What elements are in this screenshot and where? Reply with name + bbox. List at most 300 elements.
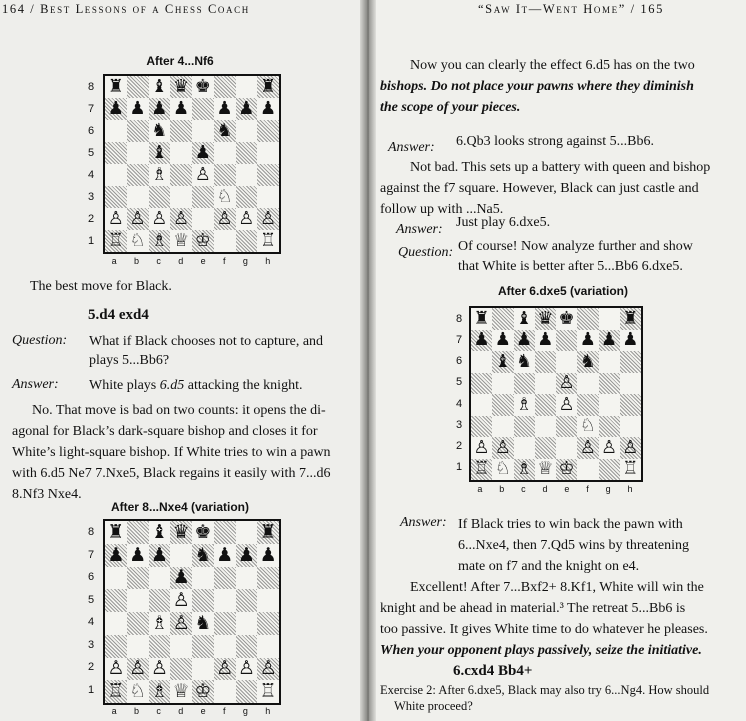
square-g6 <box>236 567 258 590</box>
square-g8 <box>236 521 258 544</box>
square-g2 <box>599 437 620 459</box>
square-d3 <box>170 186 192 208</box>
square-c1 <box>514 459 535 481</box>
piece-white-k: ♔ <box>194 230 211 251</box>
square-b4 <box>127 164 149 186</box>
file-label: b <box>134 706 140 716</box>
piece-black-k: ♚ <box>194 76 211 97</box>
file-label: d <box>178 706 184 716</box>
square-b3 <box>127 635 149 658</box>
rank-label: 5 <box>88 147 95 159</box>
piece-black-r: ♜ <box>107 76 124 97</box>
square-b3 <box>492 416 513 438</box>
rank-label: 7 <box>88 103 95 115</box>
square-g7 <box>236 544 258 567</box>
piece-white-r: ♖ <box>107 230 124 251</box>
piece-black-p: ♟ <box>173 98 190 119</box>
right-exercise-line-1: Exercise 2: After 6.dxe5, Black may also try 6...Ng4. How should <box>380 683 710 697</box>
file-label: d <box>542 484 548 494</box>
square-a3 <box>105 635 127 658</box>
piece-white-r: ♖ <box>260 230 277 251</box>
square-h4 <box>257 164 279 186</box>
piece-white-n: ♘ <box>129 680 147 703</box>
rank-label: 1 <box>88 235 95 247</box>
square-f3 <box>214 186 236 208</box>
piece-black-p: ♟ <box>601 329 618 351</box>
left-para-line-1: No. That move is bad on two counts: it opens the di- <box>32 403 326 418</box>
square-g4 <box>599 394 620 416</box>
square-c5 <box>514 373 535 395</box>
square-f4 <box>214 164 236 186</box>
square-a7 <box>105 98 127 120</box>
square-e4 <box>192 164 214 186</box>
square-g3 <box>236 186 258 208</box>
right-answer2-label: Answer: <box>396 222 443 237</box>
left-para-line-5: 8.Nf3 Nxe4. <box>12 487 82 502</box>
square-a4 <box>105 612 127 635</box>
piece-black-p: ♟ <box>494 329 511 351</box>
square-e5 <box>192 142 214 164</box>
diagram1-rank-labels <box>88 76 94 252</box>
square-b1 <box>127 680 149 703</box>
square-d7 <box>170 98 192 120</box>
square-c4 <box>514 394 535 416</box>
piece-black-p: ♟ <box>216 98 233 119</box>
piece-white-p: ♙ <box>151 208 168 229</box>
piece-white-p: ♙ <box>216 208 233 229</box>
square-f7 <box>577 330 598 352</box>
diagram3-caption: After 6.dxe5 (variation) <box>497 284 629 298</box>
square-e4 <box>192 612 214 635</box>
square-c2 <box>514 437 535 459</box>
square-h5 <box>620 373 641 395</box>
square-c2 <box>149 658 171 681</box>
square-a2 <box>471 437 492 459</box>
square-f3 <box>214 635 236 658</box>
rank-label: 6 <box>456 355 463 368</box>
right-page <box>368 0 746 721</box>
piece-white-p: ♙ <box>558 372 575 394</box>
right-answer1-label: Answer: <box>388 140 435 155</box>
file-label: a <box>477 484 483 494</box>
square-g4 <box>236 164 258 186</box>
diagram1-board <box>103 74 281 254</box>
square-h5 <box>257 142 279 164</box>
piece-black-b: ♝ <box>494 351 511 372</box>
left-answer-move: 6.d5 <box>159 378 185 393</box>
square-c6 <box>149 120 171 142</box>
right-para-2 <box>380 157 742 220</box>
rank-label: 1 <box>456 461 463 474</box>
square-f6 <box>214 120 236 142</box>
piece-black-p: ♟ <box>260 98 277 119</box>
square-d5 <box>535 373 556 395</box>
piece-white-n: ♘ <box>129 230 146 251</box>
square-e8 <box>192 76 214 98</box>
square-a6 <box>471 351 492 373</box>
piece-black-p: ♟ <box>259 543 277 566</box>
square-h3 <box>257 635 279 658</box>
square-d1 <box>170 230 192 252</box>
square-e2 <box>556 437 577 459</box>
piece-black-p: ♟ <box>237 543 255 566</box>
square-f5 <box>577 373 598 395</box>
file-label: f <box>223 256 226 266</box>
piece-black-b: ♝ <box>516 308 533 329</box>
square-a8 <box>105 521 127 544</box>
left-running-title: Best Lessons of a Chess Coach <box>40 2 250 16</box>
piece-black-n: ♞ <box>516 351 533 372</box>
square-e5 <box>556 373 577 395</box>
piece-black-r: ♜ <box>107 521 125 543</box>
right-p2-line-2: against the f7 square. However, Black can just castle and <box>380 181 699 196</box>
piece-white-p: ♙ <box>150 657 168 680</box>
square-g5 <box>236 142 258 164</box>
square-b4 <box>492 394 513 416</box>
piece-black-p: ♟ <box>216 543 234 566</box>
square-f2 <box>577 437 598 459</box>
square-h2 <box>257 208 279 230</box>
file-label: e <box>200 256 206 266</box>
file-label: e <box>564 484 570 494</box>
square-a3 <box>471 416 492 438</box>
piece-white-r: ♖ <box>107 680 125 703</box>
square-b8 <box>492 308 513 330</box>
square-e2 <box>192 208 214 230</box>
piece-black-q: ♛ <box>537 308 554 329</box>
right-p3-bold-line: When your opponent plays passively, seize the initiative. <box>380 643 702 658</box>
rank-label: 4 <box>456 397 463 410</box>
file-label: b <box>499 484 505 494</box>
square-b7 <box>127 544 149 567</box>
square-g2 <box>236 658 258 681</box>
square-c8 <box>149 76 171 98</box>
square-f5 <box>214 589 236 612</box>
rank-label: 8 <box>88 81 95 93</box>
piece-black-k: ♚ <box>194 521 212 543</box>
square-e1 <box>556 459 577 481</box>
piece-white-b: ♗ <box>150 680 168 703</box>
left-para-line-4: with 6.d5 Ne7 7.Nxe5, Black regains it easily with 7...d6 <box>12 466 331 481</box>
right-p3-line-1: Excellent! After 7...Bxf2+ 8.Kf1, White will win the <box>410 580 704 595</box>
file-label: d <box>178 256 184 266</box>
square-a2 <box>105 658 127 681</box>
square-e1 <box>192 680 214 703</box>
square-b5 <box>492 373 513 395</box>
rank-label: 4 <box>88 616 95 629</box>
file-label: h <box>627 484 633 494</box>
piece-black-b: ♝ <box>151 76 168 97</box>
square-d7 <box>170 544 192 567</box>
diagram2-caption: After 8...Nxe4 (variation) <box>110 500 250 514</box>
piece-black-p: ♟ <box>172 566 190 589</box>
left-question-text-a: What if Black chooses not to capture, and <box>89 334 324 349</box>
square-c3 <box>149 635 171 658</box>
square-f8 <box>577 308 598 330</box>
square-b1 <box>492 459 513 481</box>
square-h1 <box>620 459 641 481</box>
square-h8 <box>620 308 641 330</box>
left-para-line-3: White’s light-square bishop. If White tries to win a pawn <box>12 445 331 460</box>
piece-white-p: ♙ <box>622 437 639 458</box>
rank-label: 6 <box>88 571 95 584</box>
piece-white-p: ♙ <box>558 394 575 415</box>
square-b8 <box>127 521 149 544</box>
rank-label: 5 <box>88 593 95 606</box>
square-b4 <box>127 612 149 635</box>
square-c8 <box>514 308 535 330</box>
square-d3 <box>170 635 192 658</box>
square-h6 <box>257 120 279 142</box>
left-question-text-b: plays 5...Bb6? <box>89 353 170 368</box>
square-g2 <box>236 208 258 230</box>
square-f7 <box>214 544 236 567</box>
square-d4 <box>535 394 556 416</box>
square-e5 <box>192 589 214 612</box>
rank-label: 6 <box>88 125 95 137</box>
left-para-line-2: agonal for Black’s dark-square bishop and closes it for <box>12 424 318 439</box>
file-label: h <box>265 706 271 716</box>
piece-black-p: ♟ <box>150 543 168 566</box>
square-h8 <box>257 76 279 98</box>
square-f8 <box>214 76 236 98</box>
piece-black-p: ♟ <box>622 329 639 351</box>
square-g1 <box>236 230 258 252</box>
square-a1 <box>105 230 127 252</box>
piece-white-r: ♖ <box>259 680 277 703</box>
piece-white-p: ♙ <box>494 437 511 458</box>
piece-white-k: ♔ <box>194 680 212 703</box>
left-move-5d4: 5.d4 exd4 <box>88 307 149 323</box>
square-e7 <box>556 330 577 352</box>
square-a2 <box>105 208 127 230</box>
right-question-text-b: that White is better after 5...Bb6 6.dxe5. <box>458 259 683 274</box>
square-d2 <box>170 658 192 681</box>
left-line1: The best move for Black. <box>30 279 172 294</box>
file-label: c <box>156 256 161 266</box>
piece-black-q: ♛ <box>173 76 190 97</box>
piece-black-p: ♟ <box>107 543 125 566</box>
square-b2 <box>127 658 149 681</box>
right-page-number: 165 <box>640 2 664 16</box>
rank-label: 3 <box>88 638 95 651</box>
right-answer3-label: Answer: <box>400 515 447 530</box>
piece-white-r: ♖ <box>473 458 490 480</box>
diagram3-board <box>469 306 643 482</box>
piece-white-p: ♙ <box>260 208 277 229</box>
file-label: b <box>134 256 140 266</box>
piece-black-p: ♟ <box>194 142 211 163</box>
file-label: a <box>111 256 117 266</box>
piece-white-b: ♗ <box>150 612 168 634</box>
piece-black-n: ♞ <box>151 120 168 141</box>
piece-white-q: ♕ <box>537 458 554 480</box>
square-h4 <box>257 612 279 635</box>
square-e7 <box>192 98 214 120</box>
rank-label: 2 <box>88 661 95 674</box>
square-b5 <box>127 589 149 612</box>
square-c6 <box>514 351 535 373</box>
square-e6 <box>192 567 214 590</box>
square-f4 <box>577 394 598 416</box>
piece-white-p: ♙ <box>473 437 490 458</box>
diagram1-file-labels <box>103 256 279 266</box>
file-label: e <box>200 706 206 716</box>
square-c3 <box>514 416 535 438</box>
left-page-number: 164 <box>2 2 26 16</box>
right-running-title: “Saw It—Went Home” <box>478 2 626 16</box>
piece-black-n: ♞ <box>216 120 233 141</box>
square-g5 <box>236 589 258 612</box>
piece-white-p: ♙ <box>173 208 190 229</box>
right-answer2-text: Just play 6.dxe5. <box>456 215 551 230</box>
file-label: a <box>111 706 117 716</box>
piece-white-r: ♖ <box>622 458 639 480</box>
square-g3 <box>599 416 620 438</box>
square-g4 <box>236 612 258 635</box>
square-d4 <box>170 164 192 186</box>
square-b5 <box>127 142 149 164</box>
square-h3 <box>620 416 641 438</box>
square-g1 <box>236 680 258 703</box>
square-e6 <box>192 120 214 142</box>
square-a4 <box>471 394 492 416</box>
piece-black-p: ♟ <box>129 98 146 119</box>
square-b3 <box>127 186 149 208</box>
square-d1 <box>170 680 192 703</box>
piece-white-b: ♗ <box>516 394 533 415</box>
square-c5 <box>149 142 171 164</box>
diagram3-rank-labels <box>456 308 462 478</box>
piece-white-q: ♕ <box>173 230 190 251</box>
piece-white-p: ♙ <box>259 657 277 680</box>
piece-black-q: ♛ <box>172 521 190 543</box>
piece-black-p: ♟ <box>238 98 255 119</box>
piece-black-r: ♜ <box>622 308 639 329</box>
file-label: g <box>605 484 611 494</box>
square-d2 <box>535 437 556 459</box>
left-answer-label: Answer: <box>12 377 59 392</box>
square-g7 <box>236 98 258 120</box>
file-label: g <box>242 706 248 716</box>
rank-label: 3 <box>456 418 463 431</box>
file-label: c <box>521 484 526 494</box>
diagram2-rank-labels <box>88 521 94 701</box>
square-g6 <box>599 351 620 373</box>
square-a6 <box>105 120 127 142</box>
square-d4 <box>170 612 192 635</box>
square-c5 <box>149 589 171 612</box>
square-c8 <box>149 521 171 544</box>
square-a5 <box>471 373 492 395</box>
square-c1 <box>149 230 171 252</box>
right-p3-line-3: too passive. It gives White time to do whatever he pleases. <box>380 622 708 637</box>
square-c4 <box>149 612 171 635</box>
file-label: g <box>242 256 248 266</box>
square-b6 <box>127 120 149 142</box>
left-answer-text-b: attacking the knight. <box>184 378 303 393</box>
piece-black-r: ♜ <box>260 76 277 97</box>
rank-label: 8 <box>88 526 95 539</box>
piece-black-p: ♟ <box>537 329 554 351</box>
right-answer1-text: 6.Qb3 looks strong against 5...Bb6. <box>456 134 654 149</box>
square-e6 <box>556 351 577 373</box>
piece-white-p: ♙ <box>194 164 211 185</box>
right-header: “Saw It—Went Home” / 165 <box>478 2 664 16</box>
piece-black-k: ♚ <box>558 308 575 329</box>
right-answer3-text <box>458 514 738 577</box>
square-a5 <box>105 589 127 612</box>
square-b6 <box>492 351 513 373</box>
piece-white-p: ♙ <box>238 208 255 229</box>
square-c7 <box>514 330 535 352</box>
square-g6 <box>236 120 258 142</box>
right-question-text-a: Of course! Now analyze further and show <box>458 239 693 254</box>
piece-black-p: ♟ <box>579 329 596 351</box>
square-b2 <box>492 437 513 459</box>
left-paragraph <box>12 400 352 505</box>
piece-white-p: ♙ <box>237 657 255 680</box>
piece-white-n: ♘ <box>579 415 596 437</box>
square-f5 <box>214 142 236 164</box>
square-f7 <box>214 98 236 120</box>
square-d6 <box>170 120 192 142</box>
square-a5 <box>105 142 127 164</box>
square-f8 <box>214 521 236 544</box>
left-header: 164 / Best Lessons of a Chess Coach <box>2 2 250 16</box>
right-exercise-line-2: White proceed? <box>394 699 473 713</box>
square-h7 <box>257 544 279 567</box>
piece-black-p: ♟ <box>107 98 124 119</box>
rank-label: 2 <box>88 213 95 225</box>
square-f2 <box>214 658 236 681</box>
square-g1 <box>599 459 620 481</box>
piece-black-p: ♟ <box>129 543 147 566</box>
square-d5 <box>170 589 192 612</box>
right-p3-line-2: knight and be ahead in material.³ The retreat 5...Bb6 is <box>380 601 686 616</box>
piece-white-p: ♙ <box>129 208 146 229</box>
square-e1 <box>192 230 214 252</box>
square-h3 <box>257 186 279 208</box>
piece-black-b: ♝ <box>151 142 168 163</box>
rank-label: 5 <box>456 376 463 389</box>
rank-label: 1 <box>88 683 95 696</box>
square-a1 <box>471 459 492 481</box>
left-question-label: Question: <box>12 333 68 348</box>
square-d1 <box>535 459 556 481</box>
right-a3-line-2: 6...Nxe4, then 7.Qd5 wins by threatening <box>458 538 689 553</box>
square-b7 <box>492 330 513 352</box>
square-c6 <box>149 567 171 590</box>
square-a8 <box>105 76 127 98</box>
left-page <box>0 0 368 721</box>
square-h2 <box>620 437 641 459</box>
square-e8 <box>192 521 214 544</box>
rank-label: 2 <box>456 440 463 453</box>
square-h1 <box>257 680 279 703</box>
diagram2-board <box>103 519 281 705</box>
left-answer-text-a: White plays <box>89 378 160 393</box>
right-a3-line-1: If Black tries to win back the pawn with <box>458 517 683 532</box>
piece-black-p: ♟ <box>516 329 533 351</box>
piece-white-p: ♙ <box>601 437 618 458</box>
piece-white-b: ♗ <box>516 458 533 480</box>
square-a6 <box>105 567 127 590</box>
piece-white-b: ♗ <box>151 230 168 251</box>
square-a7 <box>471 330 492 352</box>
piece-white-p: ♙ <box>107 208 124 229</box>
piece-black-p: ♟ <box>151 98 168 119</box>
